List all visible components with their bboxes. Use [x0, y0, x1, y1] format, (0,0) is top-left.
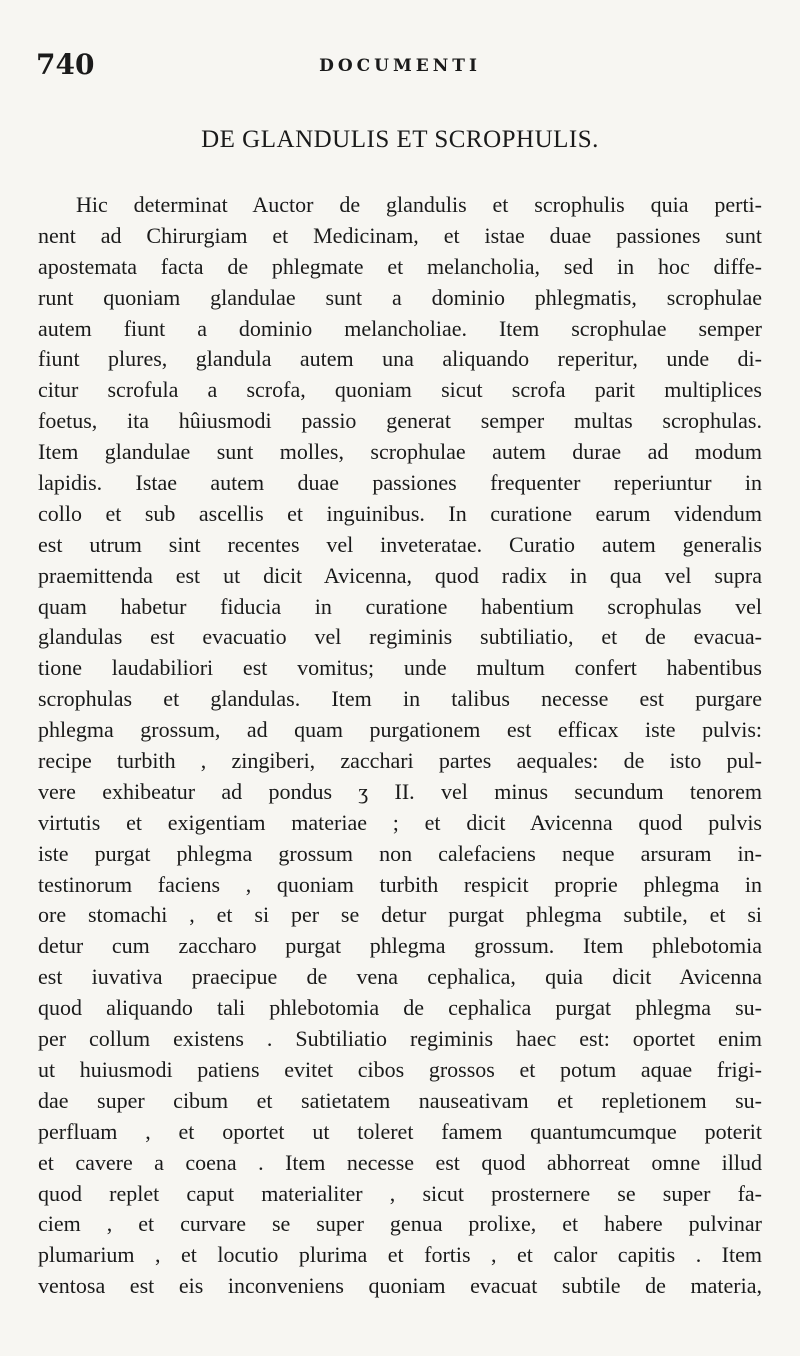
- text-line: ut huiusmodi patiens evitet cibos grossos et potum aquae frigi-: [38, 1056, 762, 1082]
- text-line: detur cum zaccharo purgat phlegma grossum. Item phlebotomia: [38, 933, 762, 959]
- text-line: tione laudabiliori est vomitus; unde multum confert habentibus: [38, 655, 762, 681]
- text-line: phlegma grossum, ad quam purgationem est efficax iste pulvis:: [38, 717, 762, 743]
- text-line: ore stomachi , et si per se detur purgat phlegma subtile, et si: [38, 902, 762, 928]
- text-line: quam habetur fiducia in curatione habentium scrophulas vel: [38, 593, 762, 619]
- text-line: plumarium , et locutio plurima et fortis , et calor capitis . Item: [38, 1242, 762, 1268]
- text-line: ciem , et curvare se super genua prolixe, et habere pulvinar: [38, 1211, 762, 1237]
- text-line: dae super cibum et satietatem nauseativam et repletionem su-: [38, 1087, 762, 1113]
- text-line: fiunt plures, glandula autem una aliquando reperitur, unde di-: [38, 346, 762, 372]
- text-line: testinorum faciens , quoniam turbith respicit proprie phlegma in: [38, 871, 762, 897]
- text-line: autem fiunt a dominio melancholiae. Item scrophulae semper: [38, 315, 762, 341]
- text-line: praemittenda est ut dicit Avicenna, quod radix in qua vel supra: [38, 562, 762, 588]
- text-line: glandulas est evacuatio vel regiminis subtiliatio, et de evacua-: [38, 624, 762, 650]
- text-line: perfluam , et oportet ut toleret famem quantumcumque poterit: [38, 1118, 762, 1144]
- text-line: et cavere a coena . Item necesse est quod abhorreat omne illud: [38, 1149, 762, 1175]
- text-line: runt quoniam glandulae sunt a dominio phlegmatis, scrophulae: [38, 284, 762, 310]
- running-head: DOCUMENTI: [319, 56, 481, 76]
- text-line: citur scrofula a scrofa, quoniam sicut scrofa parit multiplices: [38, 377, 762, 403]
- text-line: collo et sub ascellis et inguinibus. In curatione earum videndum: [38, 500, 762, 526]
- text-line: iste purgat phlegma grossum non calefaciens neque arsuram in-: [38, 840, 762, 866]
- text-line: lapidis. Istae autem duae passiones frequenter reperiuntur in: [38, 470, 762, 496]
- section-title: DE GLANDULIS ET SCROPHULIS.: [201, 126, 599, 153]
- page-number: 740: [36, 48, 95, 81]
- text-line: vere exhibeatur ad pondus ʒ II. vel minus secundum tenorem: [38, 778, 762, 804]
- text-line: per collum existens . Subtiliatio regiminis haec est: oportet enim: [38, 1026, 762, 1052]
- text-line: scrophulas et glandulas. Item in talibus necesse est purgare: [38, 686, 762, 712]
- text-line: nent ad Chirurgiam et Medicinam, et istae duae passiones sunt: [38, 222, 762, 248]
- text-line: virtutis et exigentiam materiae ; et dicit Avicenna quod pulvis: [38, 809, 762, 835]
- text-line: recipe turbith , zingiberi, zacchari partes aequales: de isto pul-: [38, 748, 762, 774]
- text-line: foetus, ita hûiusmodi passio generat semper multas scrophulas.: [38, 408, 762, 434]
- text-line: Item glandulae sunt molles, scrophulae autem durae ad modum: [38, 439, 762, 465]
- text-line: quod aliquando tali phlebotomia de cephalica purgat phlegma su-: [38, 995, 762, 1021]
- text-line: quod replet caput materialiter , sicut prosternere se super fa-: [38, 1180, 762, 1206]
- text-line: Hic determinat Auctor de glandulis et scrophulis quia perti-: [76, 192, 762, 217]
- text-line: ventosa est eis inconveniens quoniam evacuat subtile de materia,: [38, 1273, 762, 1299]
- text-line: est iuvativa praecipue de vena cephalica, quia dicit Avicenna: [38, 964, 762, 990]
- text-line: est utrum sint recentes vel inveteratae. Curatio autem generalis: [38, 531, 762, 557]
- body-text: [38, 190, 762, 1302]
- text-line: apostemata facta de phlegmate et melancholia, sed in hoc diffe-: [38, 253, 762, 279]
